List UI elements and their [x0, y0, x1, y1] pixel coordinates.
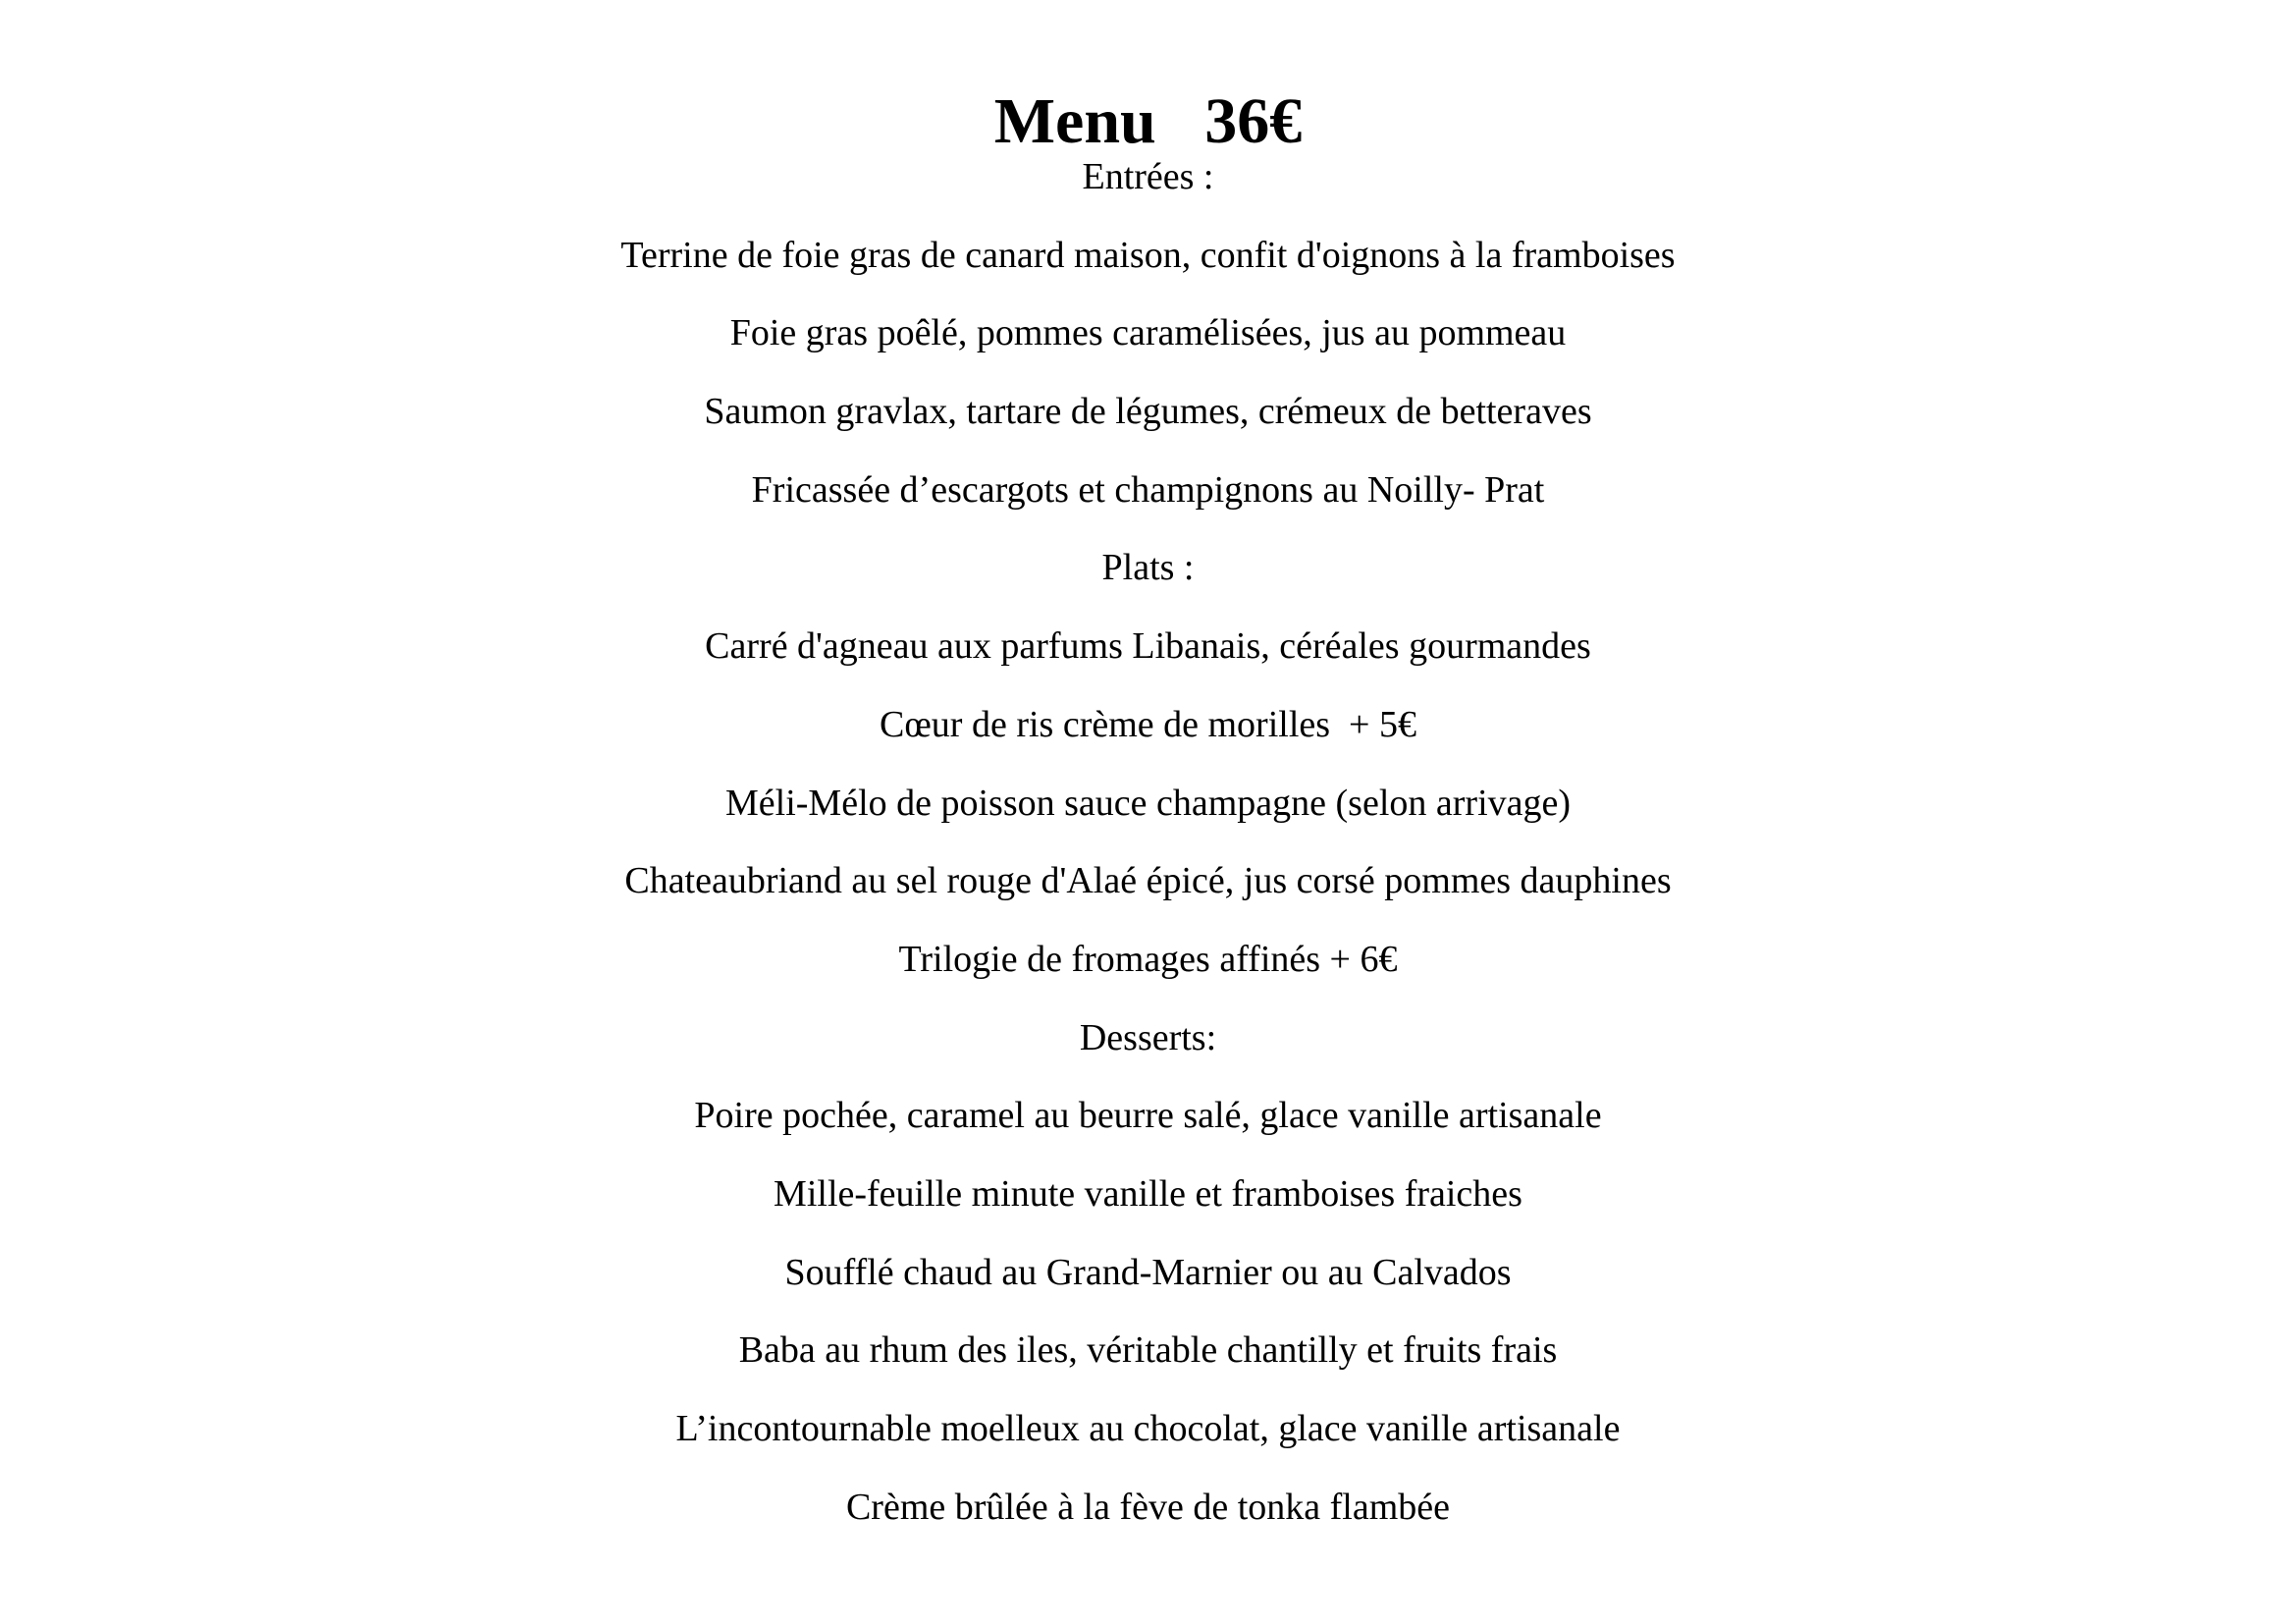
- menu-list: [0, 147, 2296, 1555]
- menu-item: Foie gras poêlé, pommes caramélisées, jus au pommeau: [729, 312, 1567, 354]
- menu-item: Soufflé chaud au Grand-Marnier ou au Calvados: [784, 1251, 1512, 1293]
- menu-title: Menu 36€: [993, 85, 1303, 158]
- menu-item: Baba au rhum des iles, véritable chantilly et fruits frais: [738, 1329, 1558, 1372]
- menu-item: L’incontournable moelleux au chocolat, glace vanille artisanale: [675, 1408, 1621, 1449]
- menu-item: Saumon gravlax, tartare de légumes, crémeux de betteraves: [704, 391, 1592, 433]
- section-heading-desserts: Desserts:: [1079, 1016, 1217, 1058]
- menu-item: Chateaubriand au sel rouge d'Alaé épicé, jus corsé pommes dauphines: [624, 860, 1672, 902]
- menu-item: Cœur de ris crème de morilles + 5€: [880, 703, 1416, 745]
- menu-item: Fricassée d’escargots et champignons au Noilly- Prat: [751, 468, 1545, 511]
- section-heading-plats: Plats :: [1101, 547, 1195, 589]
- menu-item: Poire pochée, caramel au beurre salé, glace vanille artisanale: [694, 1095, 1602, 1137]
- menu-item: Méli-Mélo de poisson sauce champagne (selon arrivage): [724, 782, 1572, 824]
- menu-item: Crème brûlée à la fève de tonka flambée: [845, 1486, 1451, 1528]
- section-heading-entrees: Entrées :: [1082, 156, 1214, 197]
- menu-item: Carré d'agneau aux parfums Libanais, céréales gourmandes: [705, 625, 1591, 668]
- menu-item: Terrine de foie gras de canard maison, confit d'oignons à la framboises: [620, 234, 1676, 276]
- menu-item: Trilogie de fromages affinés + 6€: [898, 938, 1398, 980]
- menu-item: Mille-feuille minute vanille et framboises fraiches: [774, 1172, 1522, 1215]
